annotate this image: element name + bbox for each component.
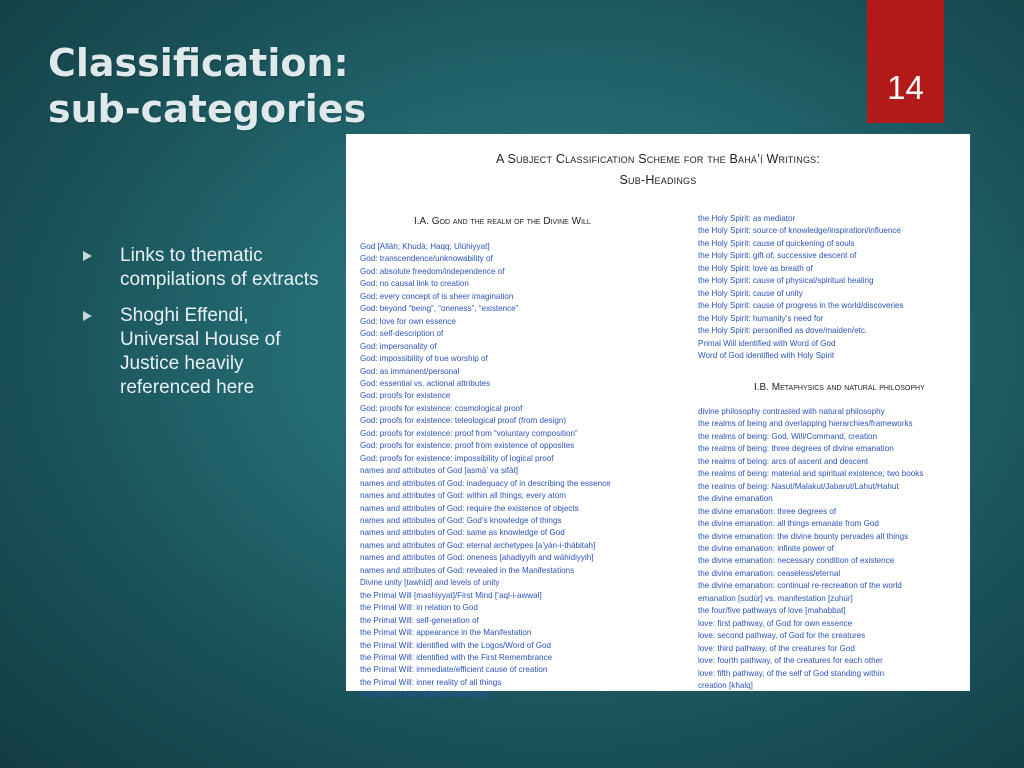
document-list-item: love: fourth pathway, of the creatures for each other [698,656,883,666]
document-list-item: the divine emanation: necessary condition of existence [698,556,895,566]
slide-title [48,40,378,132]
document-list-item: the Primal Will: in relation to God [360,603,478,613]
document-list-item: the Primal Will: self-generation of [360,615,479,625]
document-list-item: the Holy Spirit: love as breath of [698,263,813,273]
bullet-text: Links to thematic compilations of extracts [120,245,319,290]
right-column-list-bottom [698,406,963,692]
document-list-item: God: beyond “being”, “oneness”, “existence” [360,304,519,314]
document-list-item: God: impersonality of [360,341,437,351]
document-list-item: the divine emanation: all things emanate from God [698,519,879,529]
document-list-item: the Holy Spirit: cause of physical/spiritual healing [698,276,874,286]
document-list-item: Divine unity [tawhíd] and levels of unity [360,578,500,588]
document-list-item: the Holy Spirit: cause of quickening of souls [698,238,855,248]
document-list-item: the Primal Will: identified with the First Remembrance [360,652,553,662]
document-list-item: the Holy Spirit: as mediator [698,214,796,223]
bullet-item [80,304,320,400]
document-list-item: names and attributes of God [asmá’ va ṣifát] [360,466,519,476]
document-list-item: the divine emanation [698,494,773,504]
document-list-item: names and attributes of God: inadequacy of in describing the essence [360,478,611,488]
document-list-item: love: fifth pathway, of the self of God standing within [698,668,885,678]
document-list-item: God: self-description of [360,329,444,339]
document-list-item: God: proofs for existence: proof from existence of opposites [360,441,575,451]
left-column-list [360,241,680,702]
bullet-item [80,244,320,292]
document-list-item: love: third pathway, of the creatures for God [698,643,855,653]
document-list-item: God [Alláh; Khudá; Haqq; Ulúhiyyat] [360,242,490,251]
document-list-item: divine philosophy contrasted with natural philosophy [698,407,885,416]
document-list-item: God: every concept of is sheer imagination [360,291,514,301]
document-list-item: names and attributes of God: God’s knowledge of things [360,515,562,525]
slide-title-line-2: sub-categories [48,87,367,131]
document-list-item: the Primal Will: identified with the Logos/Word of God [360,640,552,650]
document-list-item: God: proofs for existence: impossibility of logical proof [360,453,554,463]
document-list-item: God: proofs for existence: proof from “voluntary composition” [360,428,578,438]
document-list-item: the divine emanation: ceaseless/eternal [698,568,841,578]
section-b-heading: I.B. Metaphysics and natural philosophy [754,382,925,393]
document-list-item: the Holy Spirit: humanity’s need for [698,313,824,323]
right-column-list-top [698,213,963,362]
document-list-item: the realms of being and overlapping hierarchies/frameworks [698,419,913,429]
document-list-item: the divine emanation: three degrees of [698,506,837,516]
document-list-item: the Word of God [kalimat-i-iláhiyyih] [360,690,488,700]
document-list-item: God: absolute freedom/independence of [360,266,505,276]
document-list-item: the divine emanation: infinite power of [698,543,834,553]
document-list-item: names and attributes of God: same as knowledge of God [360,528,565,538]
document-list-item: the Primal Will: inner reality of all things [360,677,502,687]
document-title-line-1: A Subject Classification Scheme for the Bahá’í Writings: [495,152,821,166]
document-list-item: the Primal Will [mashiyyat]/First Mind [‘aql-i-awwal] [360,590,542,600]
document-list-item: names and attributes of God: within all things; every atom [360,491,567,501]
document-list-item: the Primal Will: immediate/efficient cause of creation [360,665,548,675]
document-list-item: God: essential vs. actional attributes [360,378,491,388]
document-title [346,149,970,191]
document-list-item: God: proofs for existence [360,391,451,401]
document-list-item: God: impossibility of true worship of [360,354,488,364]
document-list-item: the Holy Spirit: personified as dove/maiden/etc. [698,326,868,336]
document-list-item: the realms of being: three degrees of divine emanation [698,444,894,454]
document-list-item: the realms of being: God, Will/Command, creation [698,431,878,441]
document-list-item: the Primal Will: appearance in the Manifestation [360,628,532,638]
document-list-item: the realms of being: Nasut/Malakut/Jabarut/Lahut/Hahut [698,481,899,491]
document-list-item: names and attributes of God: eternal archetypes [a’yán-i-thábitah] [360,540,596,550]
document-list-item: the Holy Spirit: source of knowledge/inspiration/influence [698,226,901,236]
document-list-item: names and attributes of God: revealed in the Manifestations [360,565,575,575]
document-list-item: the divine emanation: continual re-recreation of the world [698,581,902,591]
document-list-item: the four/five pathways of love [mahabbat] [698,606,846,616]
document-title-line-2: Sub-Headings [619,173,697,187]
document-list-item: emanation [sudúr] vs. manifestation [zuhúr] [698,593,853,603]
document-list-item: God: no causal link to creation [360,279,469,289]
bullet-text: Shoghi Effendi, Universal House of Justice heavily referenced here [120,305,281,398]
document-list-item: love: first pathway, of God for own essence [698,618,853,628]
document-list-item: God: transcendence/unknowability of [360,254,493,264]
document-list-item: God: proofs for existence: teleological proof (from design) [360,416,567,426]
document-list-item: God: proofs for existence: cosmological proof [360,403,523,413]
triangle-bullet-icon [83,251,92,261]
document-list-item: the Holy Spirit: cause of progress in the world/discoveries [698,301,904,311]
document-list-item: names and attributes of God: require the existence of objects [360,503,579,513]
triangle-bullet-icon [83,311,92,321]
document-list-item: names and attributes of God: oneness [ahadiyyih and wáhidiyyih] [360,553,594,563]
page-number-tab [867,0,944,123]
slide-title-line-1: Classification: [48,41,349,85]
page-number: 14 [887,69,924,106]
document-list-item: the realms of being: arcs of ascent and descent [698,456,869,466]
document-list-item: the Holy Spirit: gift of; successive descent of [698,251,857,261]
document-list-item: love: second pathway, of God for the creatures [698,631,866,641]
document-list-item: the Holy Spirit: cause of unity [698,288,803,298]
document-list-item: the realms of being: material and spiritual existence; two books [698,469,924,479]
document-list-item: creation [khalq] [698,680,753,690]
document-image [346,134,970,700]
section-a-heading: I.A. God and the realm of the Divine Will [414,216,591,227]
document-list-item: the divine emanation: the divine bounty pervades all things [698,531,909,541]
bullet-list [80,244,320,412]
document-list-item: Word of God identified with Holy Spirit [698,350,835,360]
document-list-item: Primal Will identified with Word of God [698,338,836,348]
document-list-item: God: love for own essence [360,316,456,326]
document-list-item: God: as immanent/personal [360,366,460,376]
